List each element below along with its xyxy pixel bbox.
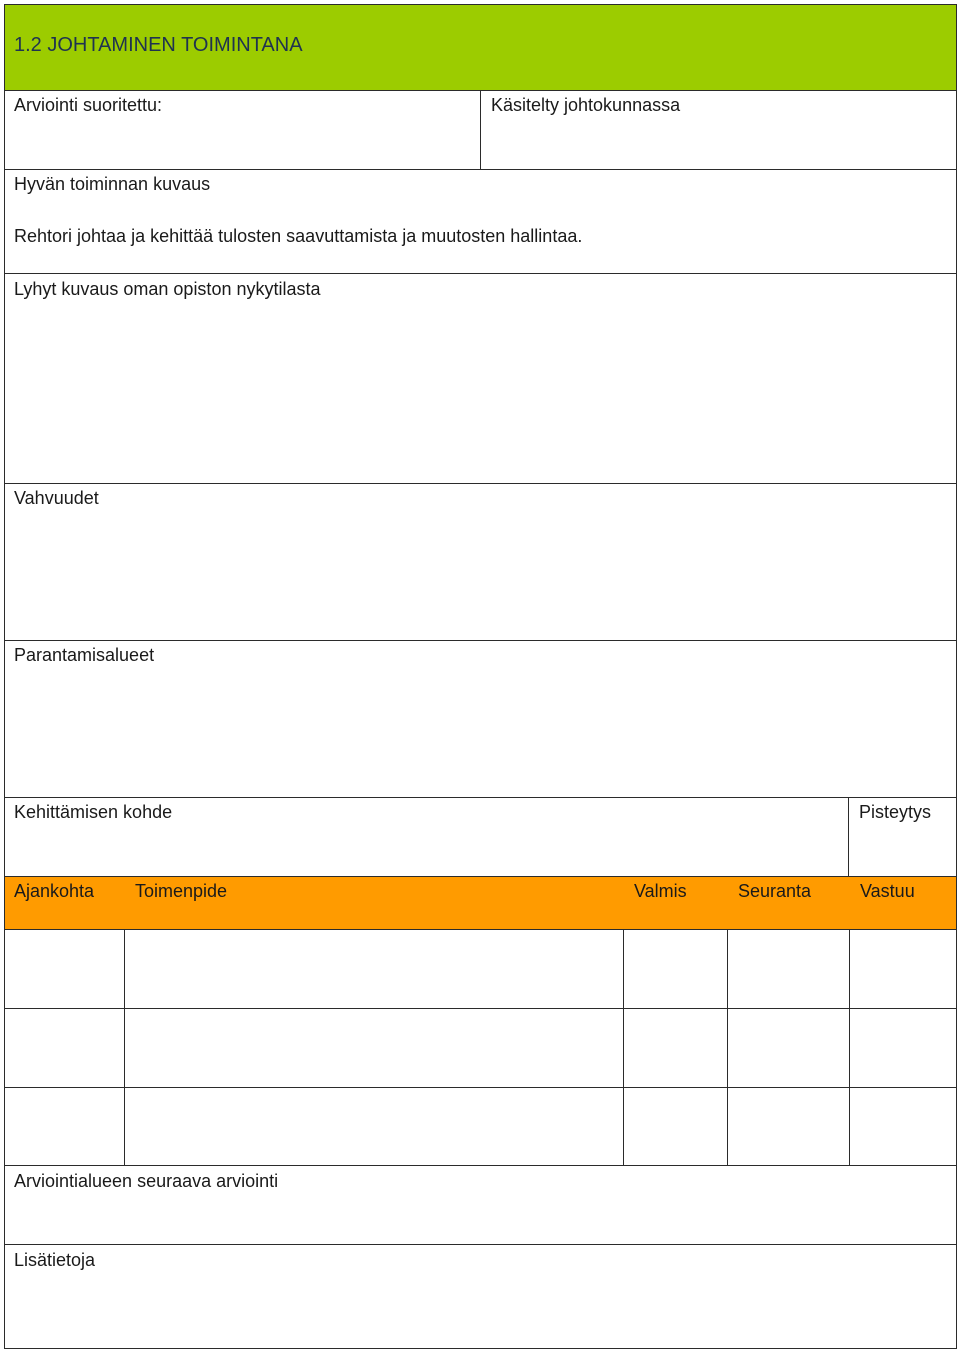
parantamisalueet-label: Parantamisalueet (14, 645, 155, 665)
lyhyt-kuvaus-label: Lyhyt kuvaus oman opiston nykytilasta (14, 279, 321, 299)
divider (4, 929, 957, 930)
divider (4, 169, 957, 170)
page-title: 1.2 JOHTAMINEN TOIMINTANA (14, 34, 303, 56)
column-header-vastuu: Vastuu (860, 881, 915, 901)
pisteytys-label: Pisteytys (859, 802, 932, 822)
divider (480, 90, 481, 169)
kasitelty-label: Käsitelty johtokunnassa (491, 95, 681, 115)
hyvan-toiminnan-heading: Hyvän toiminnan kuvaus (14, 174, 211, 194)
kehittamisen-kohde-label: Kehittämisen kohde (14, 802, 173, 822)
divider (124, 929, 125, 1165)
divider (4, 876, 957, 877)
arviointi-label: Arviointi suoritettu: (14, 95, 163, 115)
column-header-valmis: Valmis (634, 881, 687, 901)
divider (4, 483, 957, 484)
divider (4, 1244, 957, 1245)
divider (4, 1008, 957, 1009)
divider (848, 797, 849, 876)
divider (623, 929, 624, 1165)
divider (4, 273, 957, 274)
lisatietoja-label: Lisätietoja (14, 1250, 96, 1270)
divider (4, 1165, 957, 1166)
vahvuudet-label: Vahvuudet (14, 488, 99, 508)
divider (727, 929, 728, 1165)
column-header-seuranta: Seuranta (738, 881, 812, 901)
divider (849, 929, 850, 1165)
divider (4, 797, 957, 798)
hyvan-toiminnan-text: Rehtori johtaa ja kehittää tulosten saavuttamista ja muutosten hallintaa. (14, 226, 583, 246)
column-header-toimenpide: Toimenpide (135, 881, 228, 901)
column-header-ajankohta: Ajankohta (14, 881, 95, 901)
form-frame (4, 4, 957, 1349)
divider (4, 640, 957, 641)
divider (4, 1087, 957, 1088)
seuraava-arviointi-label: Arviointialueen seuraava arviointi (14, 1171, 279, 1191)
